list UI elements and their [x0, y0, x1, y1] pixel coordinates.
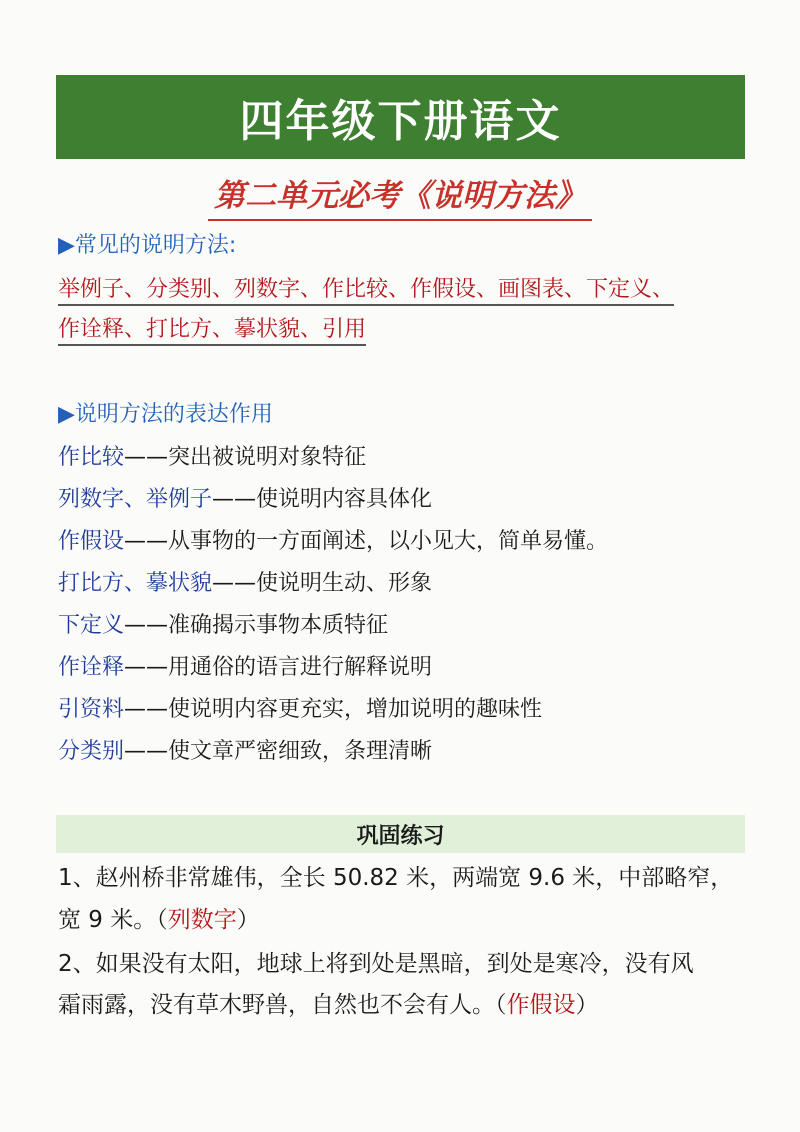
page-subtitle: 第二单元必考《说明方法》	[208, 170, 592, 221]
practice-title: 巩固练习	[356, 823, 445, 849]
question-2-line-1: 2、如果没有太阳，地球上将到处是黑暗，到处是寒冷，没有风	[58, 951, 694, 977]
function-description: 突出被说明对象特征	[168, 445, 367, 470]
function-item	[58, 443, 366, 473]
title-banner	[56, 75, 745, 159]
function-method: 作假设	[58, 529, 125, 554]
function-item	[58, 695, 542, 725]
function-item	[58, 737, 432, 767]
subtitle-block	[0, 170, 800, 221]
practice-header-band	[56, 815, 745, 853]
function-description: 用通俗的语言进行解释说明	[168, 655, 433, 680]
function-description: 使说明内容更充实，增加说明的趣味性	[168, 697, 543, 722]
page-title: 四年级下册语文	[239, 96, 562, 147]
common-methods-line-1	[58, 275, 674, 305]
common-methods-text-2: 作诠释、打比方、摹状貌、引用	[58, 317, 366, 346]
question-1-text: 宽 9 米。（	[58, 907, 168, 933]
function-item	[58, 611, 388, 641]
question-1-close: ）	[236, 907, 260, 933]
function-separator: ——	[124, 655, 169, 680]
common-methods-text-1: 举例子、分类别、列数字、作比较、作假设、画图表、下定义、	[58, 277, 674, 306]
function-description: 使文章严密细致，条理清晰	[168, 739, 433, 764]
function-separator: ——	[212, 487, 257, 512]
function-method: 列数字、举例子	[58, 487, 213, 512]
common-methods-line-2	[58, 315, 366, 345]
question-2-line-2	[58, 990, 599, 1020]
function-method: 作诠释	[58, 655, 125, 680]
question-2-close: ）	[575, 992, 599, 1018]
question-1-answer: 列数字	[167, 907, 237, 933]
function-separator: ——	[124, 529, 169, 554]
question-2-answer: 作假设	[506, 992, 576, 1018]
functions-heading: ▶说明方法的表达作用	[58, 402, 273, 427]
function-item	[58, 527, 608, 557]
function-item	[58, 653, 432, 683]
function-method: 分类别	[58, 739, 125, 764]
function-separator: ——	[124, 739, 169, 764]
function-description: 准确揭示事物本质特征	[168, 613, 389, 638]
function-separator: ——	[212, 571, 257, 596]
function-method: 引资料	[58, 697, 125, 722]
question-1-line-1: 1、赵州桥非常雄伟，全长 50.82 米，两端宽 9.6 米，中部略窄，	[58, 865, 734, 891]
function-separator: ——	[124, 613, 169, 638]
function-method: 下定义	[58, 613, 125, 638]
function-description: 使说明内容具体化	[256, 487, 433, 512]
common-methods-heading: ▶常见的说明方法:	[58, 233, 237, 258]
function-item	[58, 485, 432, 515]
function-description: 从事物的一方面阐述，以小见大，简单易懂。	[168, 529, 609, 554]
function-separator: ——	[124, 445, 169, 470]
function-method: 打比方、摹状貌	[58, 571, 213, 596]
function-item	[58, 569, 432, 599]
function-method: 作比较	[58, 445, 125, 470]
function-description: 使说明生动、形象	[256, 571, 433, 596]
question-1-line-2	[58, 905, 260, 935]
question-2-text: 霜雨露，没有草木野兽，自然也不会有人。（	[58, 992, 507, 1018]
function-separator: ——	[124, 697, 169, 722]
